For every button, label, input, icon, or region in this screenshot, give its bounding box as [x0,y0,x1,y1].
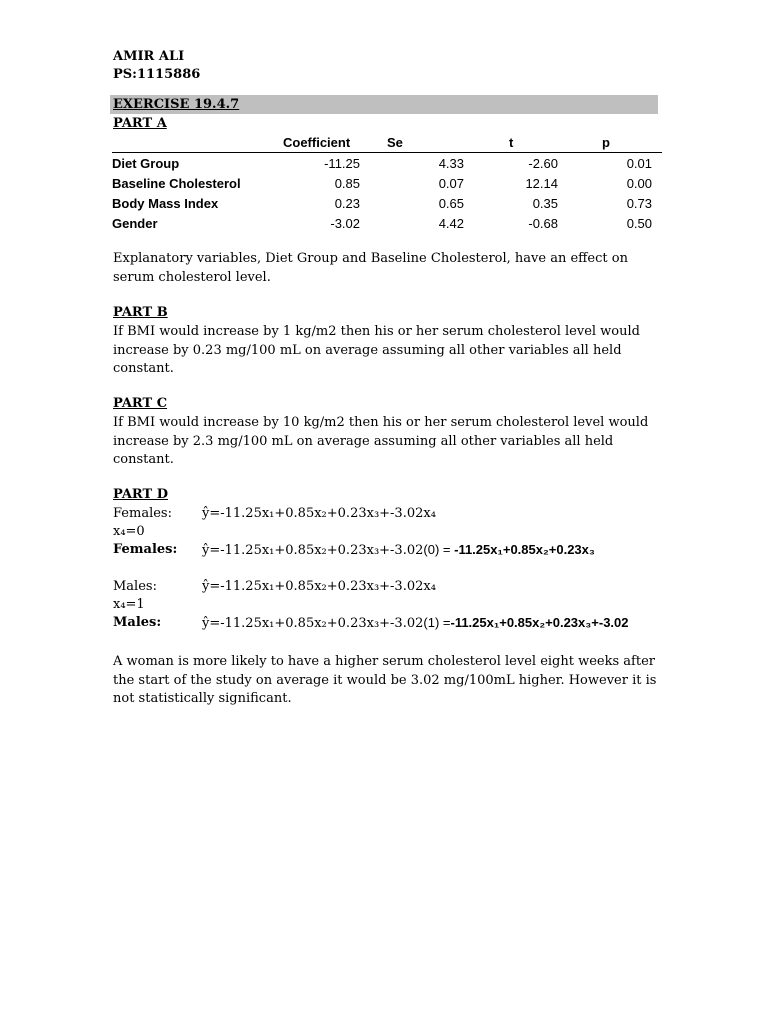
table-cell: 0.50 [626,215,652,231]
general-equation-males: ŷ=-11.25x₁+0.85x₂+0.23x₃+-3.02x₄ [202,579,436,594]
part-d-heading: PART D [113,487,168,502]
table-cell: 0.35 [532,195,558,211]
table-row [112,153,662,174]
male-equation [202,615,629,631]
table-cell: 0.65 [438,195,464,211]
column-header: t [465,133,562,153]
table-cell: 0.00 [626,175,652,191]
column-header: p [562,133,662,153]
table-cell: 12.14 [525,175,558,191]
part-c-heading: PART C [113,396,168,411]
males-label: Males: [113,579,157,594]
females-label: Females: [113,506,172,521]
x4-one: x₄=1 [113,597,145,612]
table-cell: -2.60 [528,155,558,171]
table-header-row [112,133,662,153]
table-cell: 0.85 [334,175,360,191]
author-name: AMIR ALI [113,49,185,64]
general-equation: ŷ=-11.25x₁+0.85x₂+0.23x₃+-3.02x₄ [202,506,436,521]
table-row [112,193,662,213]
female-eq-substitution: (0) = [423,542,455,557]
male-eq-prefix: ŷ=-11.25x₁+0.85x₂+0.23x₃+-3.02 [202,616,424,631]
student-id: PS:1115886 [113,67,201,82]
females-bold-label: Females: [113,542,178,557]
table-cell: -0.68 [528,215,558,231]
male-eq-result: -11.25x₁+0.85x₂+0.23x₃+-3.02 [450,615,629,630]
female-eq-prefix: ŷ=-11.25x₁+0.85x₂+0.23x₃+-3.02 [202,543,424,558]
row-label: Body Mass Index [112,195,219,211]
table-cell: 0.07 [438,175,464,191]
table-cell: 0.73 [626,195,652,211]
column-header: Coefficient [280,133,360,153]
table-cell: 0.23 [334,195,360,211]
female-equation [202,542,595,558]
x4-zero: x₄=0 [113,524,145,539]
males-bold-label: Males: [113,615,162,630]
regression-table [112,133,662,233]
part-b-heading: PART B [113,305,168,320]
part-d-conclusion: A woman is more likely to have a higher serum cholesterol level eight weeks after the start of the study on average it would be 3.02 mg/100mL higher. However it is not statistically significant. [113,654,657,706]
table-cell: -11.25 [324,155,360,171]
table-row [112,213,662,233]
column-header: Se [360,133,465,153]
row-label: Baseline Cholesterol [112,175,241,191]
female-eq-result: -11.25x₁+0.85x₂+0.23x₃ [454,542,595,557]
part-a-heading: PART A [113,116,167,131]
row-label: Diet Group [112,155,180,171]
table-cell: 4.42 [438,215,464,231]
table-cell: 0.01 [626,155,652,171]
table-row [112,173,662,193]
table-cell: -3.02 [330,215,360,231]
table-cell: 4.33 [438,155,464,171]
part-c-text: If BMI would increase by 10 kg/m2 then his or her serum cholesterol level would increase by 2.3 mg/100 mL on average assuming all other variables all held constant. [113,415,649,467]
part-a-text: Explanatory variables, Diet Group and Baseline Cholesterol, have an effect on serum cholesterol level. [113,251,628,285]
row-label: Gender [112,215,158,231]
male-eq-substitution: (1) = [423,615,451,630]
part-b-text: If BMI would increase by 1 kg/m2 then his or her serum cholesterol level would increase by 0.23 mg/100 mL on average assuming all other variables all held constant. [113,324,640,376]
exercise-title: EXERCISE 19.4.7 [113,97,240,112]
table-header-blank [112,133,280,153]
